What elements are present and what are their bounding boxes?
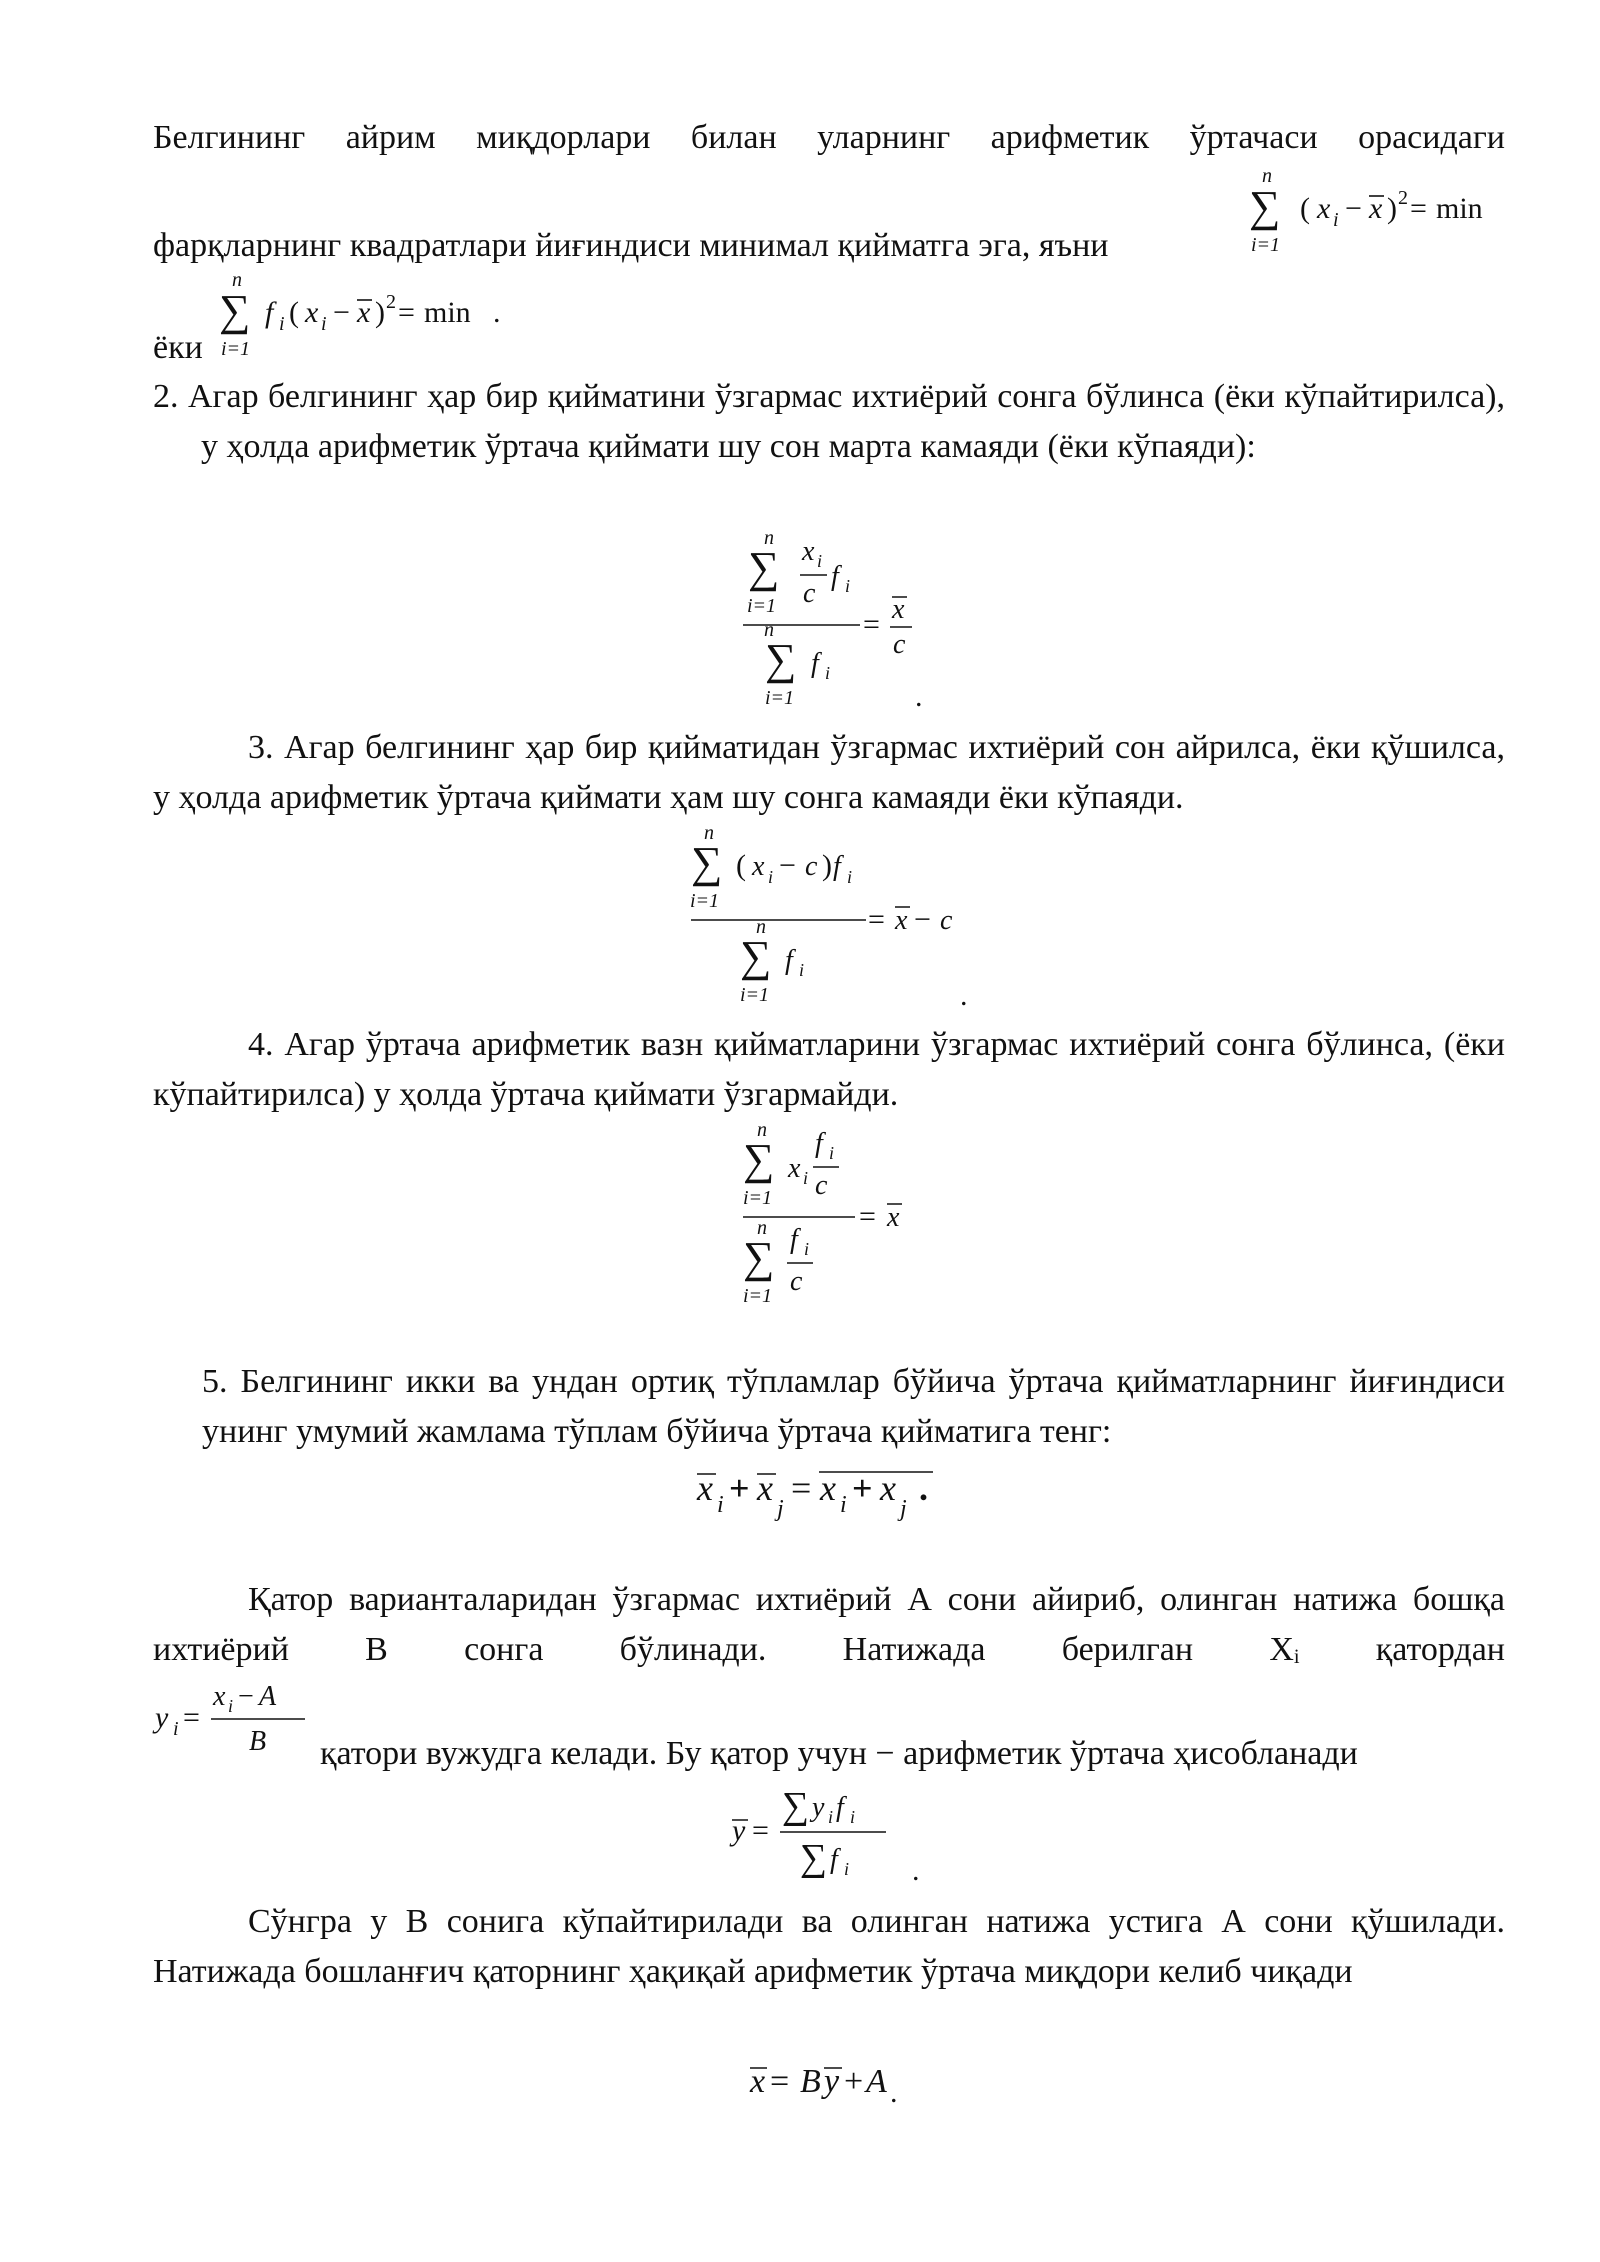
svg-text:+: + [852, 1468, 873, 1508]
svg-text:=: = [770, 2063, 790, 2100]
svg-text:2: 2 [1398, 187, 1408, 209]
svg-text:∑: ∑ [1249, 182, 1281, 231]
svg-text:−: − [238, 1681, 254, 1712]
svg-text:i: i [279, 313, 285, 335]
svg-text:i: i [799, 960, 805, 980]
svg-text:.: . [915, 680, 923, 713]
svg-text:c: c [803, 578, 816, 609]
svg-text:n: n [756, 916, 766, 938]
svg-text:min: min [424, 296, 471, 329]
svg-text:.: . [919, 1468, 928, 1508]
svg-text:i=1: i=1 [221, 338, 251, 360]
svg-text:x: x [697, 1468, 713, 1508]
svg-text:i=1: i=1 [765, 687, 795, 709]
formula-subtraction-property [688, 822, 988, 1012]
svg-text:n: n [757, 1119, 767, 1141]
paragraph-4: 4. Агар ўртача арифметик вазн қийматларини ўзгармас ихтиёрий сонга бўлинса, (ёки кўпайтирилса) у ҳолда ўртача қиймати ўзгармайди. [153, 1026, 1505, 1113]
svg-text:(: ( [289, 296, 299, 329]
svg-text:f: f [815, 1128, 823, 1159]
svg-text:c: c [815, 1170, 828, 1201]
svg-text:i: i [850, 1807, 856, 1827]
svg-text:): ) [1387, 192, 1397, 225]
svg-text:B: B [800, 2063, 821, 2100]
svg-text:c: c [805, 851, 818, 882]
svg-text:i: i [840, 1492, 847, 1518]
svg-text:x: x [802, 536, 815, 567]
svg-text:c: c [940, 905, 953, 936]
svg-text:y: y [824, 2063, 840, 2100]
svg-text:y: y [732, 1814, 746, 1847]
svg-text:f: f [811, 648, 819, 679]
paragraph-2: 2. Агар белгининг ҳар бир қийматини ўзгармас ихтиёрий сонга бўлинса (ёки кўпайтирилса), у ҳолда арифметик ўртача қиймати шу сон марта камаяди (ёки кўпаяди): [153, 378, 1505, 465]
svg-text:c: c [790, 1266, 803, 1297]
svg-text:.: . [493, 296, 501, 329]
paragraph-6: Қатор варианталаридан ўзгармас ихтиёрий А сони айириб, олинган натижа бошқа ихтиёрий В сонга бўлинади. Натижада берилган Xᵢ қатордан [153, 1581, 1505, 1668]
formula-mean-of-y [730, 1780, 930, 1890]
svg-text:∑: ∑ [743, 1233, 775, 1282]
svg-text:∑: ∑ [765, 635, 797, 684]
svg-text:i: i [804, 1239, 810, 1259]
svg-text:f: f [836, 1792, 844, 1823]
svg-text:∑: ∑ [219, 286, 251, 335]
svg-text:.: . [912, 1854, 920, 1887]
svg-text:x: x [213, 1681, 226, 1712]
svg-text:+: + [729, 1468, 750, 1508]
svg-text:.: . [960, 979, 968, 1012]
paragraph-3: 3. Агар белгининг ҳар бир қийматидан ўзгармас ихтиёрий сон айрилса, ёки қўшилса, у ҳолда арифметик ўртача қиймати ҳам шу сонга камаяди ёки кўпаяди. [153, 729, 1505, 816]
formula-sum-of-means [695, 1460, 975, 1530]
formula-division-property [735, 527, 935, 715]
svg-text:y: y [155, 1701, 169, 1734]
svg-text:i: i [1333, 209, 1339, 231]
svg-text:(: ( [1300, 192, 1310, 225]
svg-text:i: i [803, 1168, 809, 1188]
svg-text:A: A [259, 1681, 277, 1712]
svg-text:): ) [822, 849, 832, 882]
svg-text:x: x [750, 2063, 766, 2100]
svg-text:=: = [752, 1814, 769, 1847]
svg-text:i=1: i=1 [740, 984, 770, 1006]
svg-text:f: f [790, 1224, 798, 1255]
formula-y-transform [153, 1675, 313, 1765]
svg-text:i: i [717, 1492, 724, 1518]
paragraph-7: Сўнгра у В сонига кўпайтирилади ва олинган натижа устига А сони қўшилади. Натижада бошланғич қаторнинг ҳақиқай арифметик ўртача миқдори келиб чиқади [153, 1903, 1505, 1990]
svg-text:i: i [768, 867, 774, 887]
svg-text:n: n [757, 1217, 767, 1239]
formula-sum-squared-deviation [1245, 165, 1515, 258]
svg-text:f: f [785, 945, 793, 976]
svg-text:f: f [830, 1844, 838, 1875]
paragraph-5: 5. Белгининг икки ва ундан ортиқ тўпламлар бўйича ўртача қийматларнинг йиғиндиси унинг умумий жамлама тўплам бўйича ўртача қийматига тенг: [202, 1363, 1505, 1450]
svg-text:x: x [757, 1468, 773, 1508]
svg-text:∑: ∑ [740, 932, 772, 981]
svg-text:i=1: i=1 [1251, 234, 1281, 256]
svg-text:∑: ∑ [782, 1785, 810, 1827]
svg-text:i: i [828, 1807, 834, 1827]
svg-text:x: x [892, 594, 905, 625]
svg-text:−: − [1345, 192, 1362, 225]
svg-text:x: x [788, 1153, 801, 1184]
svg-text:c: c [893, 629, 906, 660]
svg-text:i=1: i=1 [747, 595, 777, 617]
svg-text:i: i [844, 1859, 850, 1879]
svg-text:B: B [249, 1726, 267, 1757]
svg-text:i: i [817, 551, 823, 571]
svg-text:.: . [890, 2076, 898, 2109]
paragraph-1-line-2: фарқларнинг квадратлари йиғиндиси минимал қийматга эга, яъни [153, 227, 1109, 264]
svg-text:i=1: i=1 [743, 1187, 773, 1209]
svg-text:−: − [333, 296, 350, 329]
svg-text:(: ( [736, 849, 746, 882]
svg-text:−: − [779, 849, 796, 882]
svg-text:=: = [868, 903, 885, 936]
svg-text:x: x [305, 296, 319, 329]
svg-text:i: i [321, 313, 327, 335]
svg-text:i=1: i=1 [743, 1285, 773, 1307]
formula-weighted-sum-squared-deviation [215, 269, 515, 362]
svg-text:=: = [859, 1200, 876, 1233]
svg-text:x: x [820, 1468, 836, 1508]
svg-text:=: = [398, 296, 415, 329]
svg-text:∑: ∑ [743, 1135, 775, 1184]
svg-text:n: n [232, 269, 242, 291]
svg-text:j: j [900, 1496, 907, 1522]
svg-text:x: x [1369, 192, 1383, 225]
paragraph-1-line-1: Белгининг айрим миқдорлари билан уларнинг арифметик ўртачаси орасидаги [153, 119, 1505, 156]
svg-text:+: + [844, 2063, 864, 2100]
svg-text:=: = [863, 608, 880, 641]
svg-text:i: i [173, 1718, 179, 1740]
svg-text:x: x [1317, 192, 1331, 225]
svg-text:i=1: i=1 [690, 890, 720, 912]
paragraph-1-or: ёки [153, 329, 203, 366]
svg-text:n: n [704, 822, 714, 844]
formula-original-mean [748, 2050, 928, 2120]
svg-text:i: i [845, 576, 851, 596]
svg-text:=: = [791, 1468, 812, 1508]
svg-text:i: i [228, 1696, 234, 1716]
paragraph-6-tail: қатори вужудга келади. Бу қатор учун − арифметик ўртача ҳисобланади [320, 1735, 1358, 1772]
svg-text:x: x [895, 905, 908, 936]
svg-text:x: x [880, 1468, 896, 1508]
svg-text:∑: ∑ [691, 838, 723, 887]
formula-weight-division-property [735, 1119, 935, 1312]
svg-text:f: f [831, 561, 839, 592]
svg-text:x: x [357, 296, 371, 329]
svg-text:∑: ∑ [800, 1837, 828, 1879]
svg-text:i: i [847, 867, 853, 887]
svg-text:2: 2 [386, 291, 396, 313]
svg-text:min: min [1436, 192, 1483, 225]
svg-text:n: n [1262, 165, 1272, 187]
svg-text:x: x [887, 1202, 900, 1233]
svg-text:i: i [829, 1143, 835, 1163]
svg-text:i: i [825, 663, 831, 683]
svg-text:x: x [752, 851, 765, 882]
svg-text:−: − [914, 903, 931, 936]
svg-text:): ) [375, 296, 385, 329]
svg-text:n: n [764, 619, 774, 641]
svg-text:=: = [183, 1701, 200, 1734]
svg-text:j: j [777, 1496, 784, 1522]
svg-text:f: f [833, 851, 841, 882]
svg-text:A: A [866, 2063, 887, 2100]
svg-text:n: n [764, 527, 774, 549]
svg-text:=: = [1410, 192, 1427, 225]
svg-text:f: f [265, 296, 274, 329]
svg-text:∑: ∑ [748, 543, 780, 592]
svg-text:y: y [812, 1792, 825, 1823]
